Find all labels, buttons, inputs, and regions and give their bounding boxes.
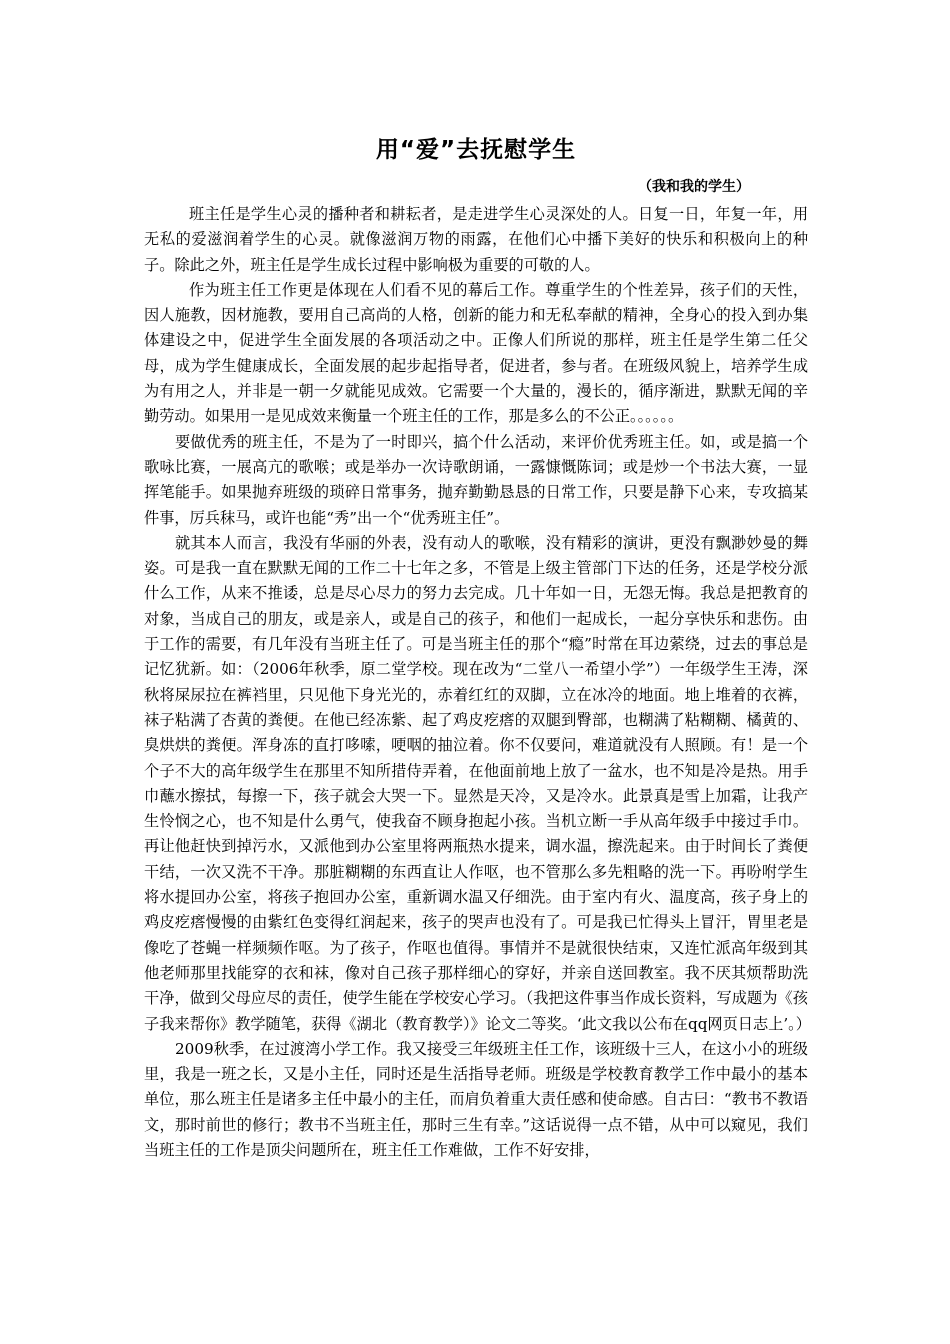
document-subtitle: （我和我的学生） <box>638 179 750 195</box>
paragraph-personal-story: 就其本人而言，我没有华丽的外表，没有动人的歌喉，没有精彩的演讲，更没有飘渺妙曼的舞姿。可是我一直在默默无闻的工作二十七年之多，不管是上级主管部门下达的任务，还是学校分派什么工作，从来不推诿，总是尽心尽力的努力去完成。几十年如一日，无怨无悔。我总是把教育的对象，当成自己的朋友，或是亲人，或是自己的孩子，和他们一起成长，一起分享快乐和悲伤。由于工作的需要，有几年没有当班主任了。可是当班主任的那个“瘾”时常在耳边萦绕，过去的事总是记忆犹新。如：（2006年秋季，原二堂学校。现在改为“二堂八一希望小学”）一年级学生王涛，深秋将屎尿拉在裤裆里，只见他下身光光的，赤着红红的双脚，立在冰冷的地面。地上堆着的衣裤，袜子粘满了杏黄的粪便。在他已经冻紫、起了鸡皮疙瘩的双腿到臀部，也糊满了粘糊糊、橘黄的、臭烘烘的粪便。浑身冻的直打哆嗦，哽咽的抽泣着。你不仅要问，难道就没有人照顾。有！是一个个子不大的高年级学生在那里不知所措侍弄着，在他面前地上放了一盆水，也不知是冷是热。用手巾蘸水擦拭，每擦一下，孩子就会大哭一下。显然是天冷，又是冷水。此景真是雪上加霜，让我产生怜悯之心，也不知是什么勇气，使我奋不顾身抱起小孩。当机立断一手从高年级手中接过手巾。再让他赶快到掉污水，又派他到办公室里将两瓶热水提来，调水温，擦洗起来。由于时间长了粪便干结，一次又洗不干净。那脏糊糊的东西直让人作呕，也不管那么多先粗略的洗一下。再吩咐学生将水提回办公室，将孩子抱回办公室，重新调水温又仔细洗。由于室内有火、温度高，孩子身上的鸡皮疙瘩慢慢的由紫红色变得红润起来，孩子的哭声也没有了。可是我已忙得头上冒汗，胃里老是像吃了苍蝇一样频频作呕。为了孩子，作呕也值得。事情并不是就很快结束，又连忙派高年级到其他老师那里找能穿的衣和袜，像对自己孩子那样细心的穿好，并亲自送回教室。我不厌其烦帮助洗干净，做到父母应尽的责任，使学生能在学校安心学习。（我把这件事当作成长资料，写成题为《孩子我来帮你》教学随笔，获得《湖北（教育教学）》论文二等奖。‘此文我以公布在qq网页日志上’。） <box>144 533 811 1033</box>
paragraph-2009-autumn: 2009秋季，在过渡湾小学工作。我又接受三年级班主任工作，该班级十三人，在这小小的班级里，我是一班之长，又是小主任，同时还是生活指导老师。班级是学校教育教学工作中最小的基本单位，那么班主任是诸多主任中最小的主任，而肩负着重大责任感和使命感。自古曰：“教书不教语文，那时前世的修行；教书不当班主任，那时三生有幸。”这话说得一点不错，从中可以窥见，我们当班主任的工作是顶尖问题所在，班主任工作难做，工作不好安排， <box>144 1039 808 1159</box>
paragraph-excellent-teacher: 要做优秀的班主任，不是为了一时即兴，搞个什么活动，来评价优秀班主任。如，或是搞一个歌咏比赛，一展高亢的歌喉；或是举办一次诗歌朗诵，一露慷慨陈词；或是炒一个书法大赛，一显挥笔能手。如果抛弃班级的琐碎日常事务，抛弃勤勤恳恳的日常工作，只要是静下心来，专攻搞某件事，厉兵秣马，或许也能“秀”出一个“优秀班主任”。 <box>144 432 808 527</box>
paragraph-behind-scenes: 作为班主任工作更是体现在人们看不见的幕后工作。尊重学生的个性差异，孩子们的天性，因人施教，因材施教，要用自己高尚的人格，创新的能力和无私奉献的精神，全身心的投入到办集体建设之中，促进学生全面发展的各项活动之中。正像人们所说的那样，班主任是学生第二任父母，成为学生健康成长，全面发展的起步起指导者，促进者，参与者。在班级风貌上，培养学生成为有用之人，并非是一朝一夕就能见成效。它需要一个大量的，漫长的，循序渐进，默默无闻的辛勤劳动。如果用一是见成效来衡量一个班主任的工作，那是多么的不公正。。。。。。 <box>144 280 808 426</box>
document-page <box>144 128 811 1163</box>
document-title: 用“爱”去抚慰学生 <box>375 137 577 163</box>
paragraph-intro: 班主任是学生心灵的播种者和耕耘者，是走进学生心灵深处的人。日复一日，年复一年，用无私的爱滋润着学生的心灵。就像滋润万物的雨露，在他们心中播下美好的快乐和积极向上的种子。除此之外，班主任是学生成长过程中影响极为重要的可敬的人。 <box>144 205 808 274</box>
